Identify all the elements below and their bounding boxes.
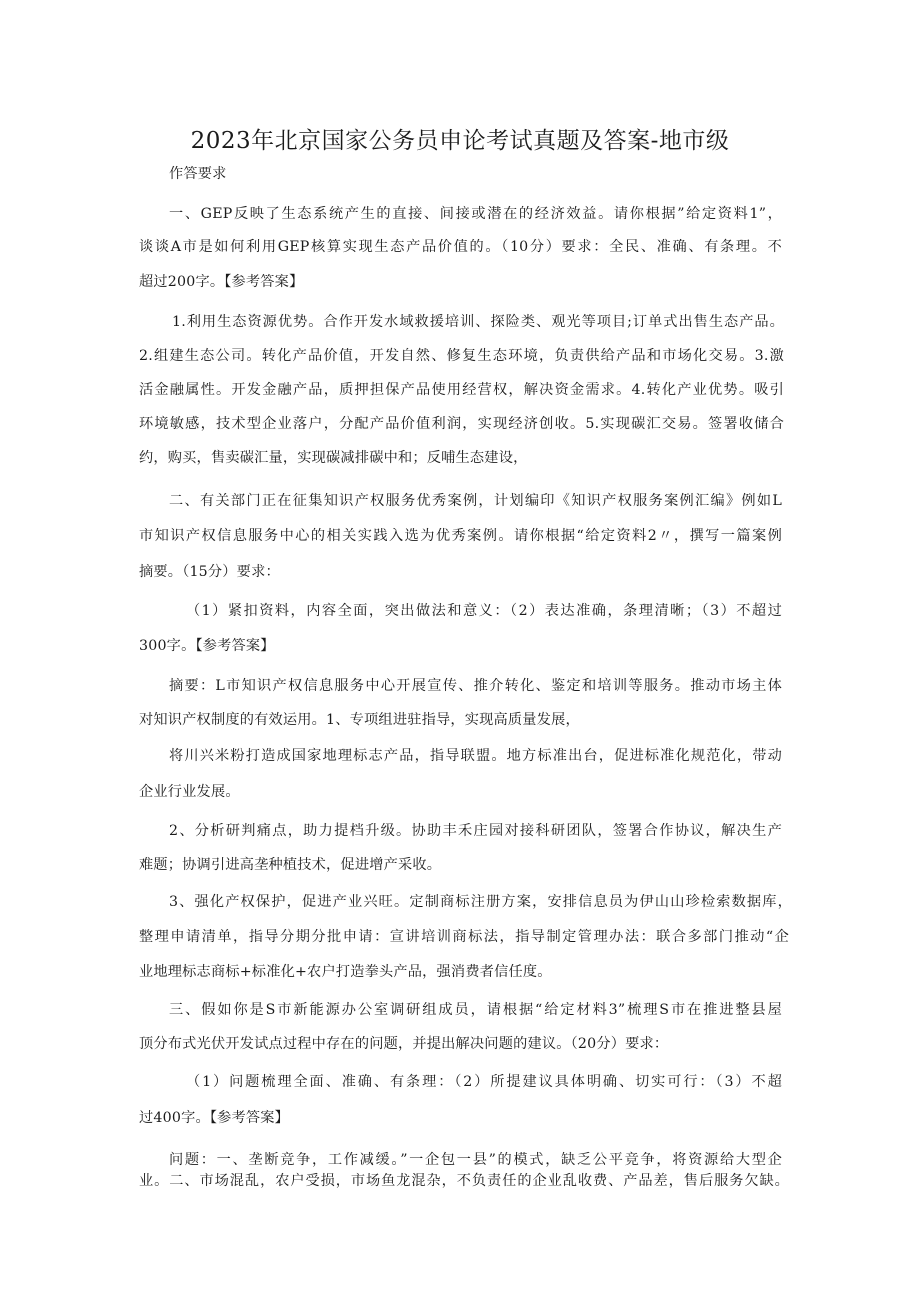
- text-line: 过400字。【参考答案】: [139, 1110, 290, 1126]
- text-line: 问题：一、垄断竞争，工作减缓。”一企包一县”的模式，缺乏公平竞争，将资源给大型企: [169, 1152, 782, 1168]
- text-line: 3、强化产权保护，促进产业兴旺。定制商标注册方案，安排信息员为伊山山珍检索数据库，: [169, 894, 792, 910]
- text-line: 300字。【参考答案】: [139, 638, 275, 654]
- text-line: 2.组建生态公司。转化产品价值，开发自然、修复生态环境，负责供给产品和市场化交易。3.激: [139, 348, 784, 364]
- text-line: 业。二、市场混乱，农户受损，市场鱼龙混杂，不负责任的企业乱收费、产品差，售后服务欠缺。: [139, 1173, 789, 1189]
- text-line: 摘要：L市知识产权信息服务中心开展宣传、推介转化、鉴定和培训等服务。推动市场主体: [169, 678, 782, 694]
- text-line: 约，购买，售卖碳汇量，实现碳减排碳中和；反哺生态建设，: [139, 450, 528, 466]
- text-line: 业地理标志商标+标准化+农户打造拳头产品，强消费者信任度。: [139, 964, 552, 980]
- text-line: 三、假如你是S市新能源办公室调研组成员，请根据“给定材料3”梳理S市在推进整县屋: [169, 1002, 782, 1018]
- text-line: 1.利用生态资源优势。合作开发水域救援培训、探险类、观光等项目;订单式出售生态产品。: [172, 314, 784, 330]
- text-line: 顶分布式光伏开发试点过程中存在的问题，并提出解决问题的建议。（20分）要求：: [139, 1036, 669, 1052]
- text-line: 超过200字。【参考答案】: [139, 274, 304, 290]
- text-line: 企业行业发展。: [139, 784, 240, 800]
- text-line: 摘要。（15分）要求：: [139, 564, 280, 580]
- text-line: （1）问题梳理全面、准确、有条理：（2）所提建议具体明确、切实可行：（3）不超: [186, 1074, 782, 1090]
- text-line: （1）紧扣资料，内容全面，突出做法和意义：（2）表达准确，条理清晰；（3）不超过: [186, 603, 782, 619]
- text-line: 难题；协调引进高垄种植技术，促进增产采收。: [139, 857, 442, 873]
- text-line: 市知识产权信息服务中心的相关实践入选为优秀案例。请你根据“给定资料2〃，撰写一篇案例: [139, 528, 782, 544]
- text-line: 2、分析研判痛点，助力提档升级。协助丰禾庄园对接科研团队，签署合作协议，解决生产: [169, 823, 782, 839]
- text-line: 作答要求: [169, 166, 227, 182]
- text-line: 二、有关部门正在征集知识产权服务优秀案例，计划编印《知识产权服务案例汇编》例如L: [169, 493, 782, 509]
- text-line: 对知识产权制度的有效运用。1、专项组进驻指导，实现高质量发展，: [139, 712, 580, 728]
- text-line: 整理申请清单，指导分期分批申请：宣讲培训商标法，指导制定管理办法：联合多部门推动“企: [139, 929, 789, 945]
- text-line: 一、GEP反映了生态系统产生的直接、间接或潜在的经济效益。请你根据”给定资料1”，: [169, 206, 782, 222]
- text-line: 将川兴米粉打造成国家地理标志产品，指导联盟。地方标准出台，促进标准化规范化，带动: [169, 748, 782, 764]
- text-line: 谈谈A市是如何利用GEP核算实现生态产品价值的。（10分）要求：全民、准确、有条理。不: [139, 239, 782, 255]
- text-line: 活金融属性。开发金融产品，质押担保产品使用经营权，解决资金需求。4.转化产业优势。吸引: [139, 382, 784, 398]
- text-line: 环境敏感，技术型企业落户，分配产品价值利润，实现经济创收。5.实现碳汇交易。签署收储合: [139, 416, 784, 432]
- page-title: 2023年北京国家公务员申论考试真题及答案-地市级: [190, 128, 730, 154]
